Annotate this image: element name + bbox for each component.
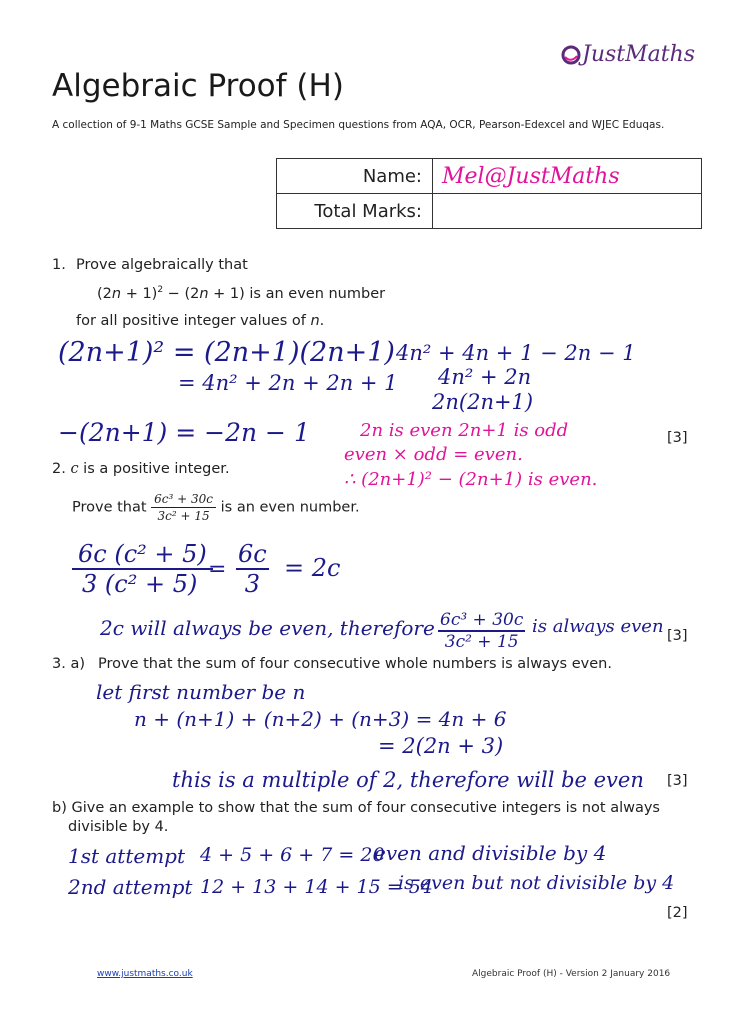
q2-conclusion-den: 3c² + 15	[444, 632, 519, 652]
footer-version: Algebraic Proof (H) - Version 2 January 2016	[472, 969, 671, 979]
q2-work-den-2: 3	[244, 570, 260, 598]
q2-fraction-denominator: 3c² + 15	[157, 509, 210, 523]
q1-work-pink-3: ∴ (2n+1)² − (2n+1) is even.	[344, 469, 598, 490]
q3a-marks: [3]	[667, 773, 688, 789]
q3a-prompt: Prove that the sum of four consecutive whole numbers is always even.	[98, 656, 612, 672]
q1-work-pink-2: even × odd = even.	[344, 444, 523, 465]
q3b-attempt-2-label: 2nd attempt	[68, 875, 193, 899]
name-label: Name:	[277, 159, 433, 194]
q3b-attempt-2-sum: 12 + 13 + 14 + 15 = 54	[200, 876, 433, 898]
q3b-attempt-2-note: is even but not divisible by 4	[398, 872, 675, 894]
q2-var: c	[70, 461, 79, 477]
marks-row	[277, 194, 702, 229]
q3b-label: b)	[52, 800, 67, 816]
q2-work-eq-1: =	[208, 557, 227, 582]
q1-work-right-1: 4n² + 4n + 1 − 2n − 1	[396, 341, 636, 365]
q3b-attempt-1-sum: 4 + 5 + 6 + 7 = 20	[200, 844, 385, 866]
q2-work-den-1: 3 (c² + 5)	[82, 570, 198, 598]
name-field[interactable]	[433, 159, 702, 194]
q1-prompt: Prove algebraically that	[76, 257, 248, 273]
logo-text: JustMaths	[582, 42, 696, 67]
q1-work-line-2: = 4n² + 2n + 2n + 1	[178, 371, 398, 395]
q2-conclusion-fraction	[438, 610, 525, 652]
q2-prove-suffix: is an even number.	[220, 499, 360, 516]
q3a-work-line-3: = 2(2n + 3)	[378, 734, 504, 758]
q1-expr-exponent: 2	[157, 285, 164, 295]
q2-fraction	[151, 492, 216, 523]
q2-conclusion-end: is always even	[532, 616, 664, 637]
q1-number: 1.	[52, 257, 66, 273]
q2-stmt-text: is a positive integer.	[78, 461, 230, 477]
q1-work-line-3: −(2n+1) = −2n − 1	[58, 418, 310, 447]
student-details-table	[276, 158, 702, 229]
total-marks-field[interactable]	[433, 194, 702, 229]
q1-work-right-2: 4n² + 2n	[438, 365, 532, 389]
q3a-label: 3. a)	[52, 656, 85, 672]
q1-expr-part: + 1)	[121, 285, 158, 302]
q2-conclusion-num: 6c³ + 30c	[440, 610, 524, 630]
q1-work-right-3: 2n(2n+1)	[432, 390, 534, 414]
q1-expr-part: (2	[97, 285, 112, 302]
q1-work-line-1: (2n+1)² = (2n+1)(2n+1)	[58, 337, 395, 368]
q1-condition-var: n	[310, 313, 320, 329]
logo-swirl-icon	[560, 44, 582, 66]
q2-marks: [3]	[667, 628, 688, 644]
q1-expr-var: n	[199, 285, 209, 302]
q3a-work-line-2: n + (n+1) + (n+2) + (n+3) = 4n + 6	[134, 707, 507, 731]
q1-condition	[76, 313, 324, 329]
q2-fraction-numerator: 6c³ + 30c	[151, 492, 216, 508]
q2-work-fraction-2	[236, 540, 269, 598]
q3b-marks: [2]	[667, 905, 688, 921]
q2-work-fraction-1	[72, 540, 213, 598]
name-row	[277, 159, 702, 194]
name-value: Mel@JustMaths	[442, 163, 620, 189]
q2-prove	[72, 492, 360, 523]
q2-conclusion: 2c will always be even, therefore	[100, 616, 435, 640]
q2-statement	[52, 461, 230, 477]
q3a-work-line-4: this is a multiple of 2, therefore will be even	[172, 768, 644, 792]
q2-work-num-2: 6c	[238, 540, 267, 568]
q1-expr-part: − (2	[163, 285, 200, 302]
q3a-work-line-1: let first number be n	[96, 680, 306, 704]
q2-work-eq-2: = 2c	[284, 554, 341, 582]
q2-work-num-1: 6c (c² + 5)	[72, 540, 213, 570]
q3b-prompt-line-2: divisible by 4.	[68, 819, 169, 835]
page-subtitle: A collection of 9-1 Maths GCSE Sample and Specimen questions from AQA, OCR, Pearson-Edexcel and WJEC Eduqas.	[52, 119, 665, 131]
q1-expr-var: n	[111, 285, 122, 302]
q1-expression	[97, 285, 385, 302]
q2-number: 2.	[52, 461, 66, 477]
q1-condition-text: for all positive integer values of	[76, 313, 311, 329]
justmaths-logo	[560, 42, 695, 67]
q3b-prompt	[52, 800, 660, 816]
page-title: Algebraic Proof (H)	[52, 68, 344, 104]
q1-condition-end: .	[319, 313, 325, 329]
footer-website-link[interactable]: www.justmaths.co.uk	[97, 969, 193, 979]
q2-prove-prefix: Prove that	[72, 499, 152, 516]
q1-expr-part: + 1) is an even number	[208, 285, 386, 302]
total-marks-label: Total Marks:	[277, 194, 433, 229]
q3b-attempt-1-label: 1st attempt	[68, 844, 186, 868]
q3b-prompt-line-1: Give an example to show that the sum of four consecutive integers is not always	[71, 800, 660, 816]
q1-work-pink-1: 2n is even 2n+1 is odd	[360, 420, 569, 441]
q3b-attempt-1-note: even and divisible by 4	[374, 841, 607, 865]
q1-marks: [3]	[667, 430, 688, 446]
